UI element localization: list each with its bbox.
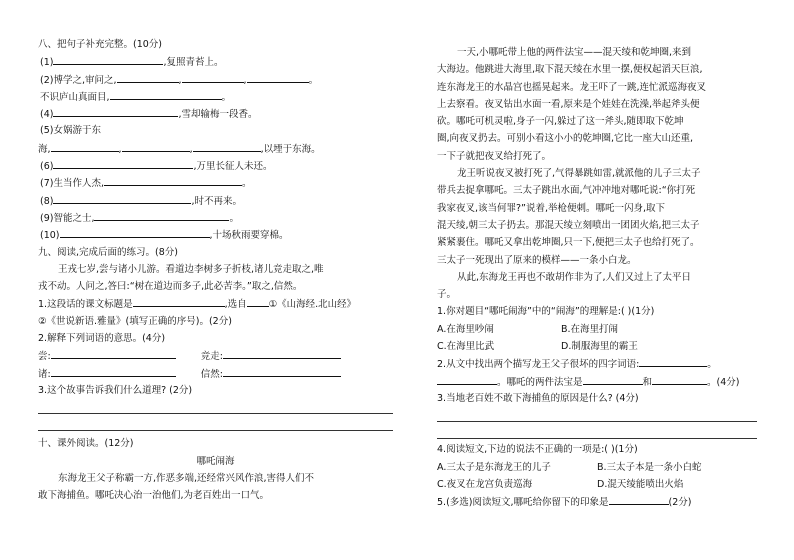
s9-q1-cont: ②《世说新语.雅量》(填写正确的序号)。(2分)	[38, 315, 232, 327]
s8-q2: (2)博学之,审问之, , , 。	[38, 71, 393, 88]
story-line: 混天绫,朝三太子扔去。那混天绫立刻喷出一团团火焰,把三太子	[437, 219, 700, 231]
answer-blank[interactable]	[247, 71, 309, 83]
s10-passage-line: 敢下海捕鱼。哪吒决心治一治他们,为老百姓出一口气。	[38, 490, 270, 502]
answer-blank[interactable]	[133, 295, 225, 307]
answer-line[interactable]	[38, 399, 393, 414]
story-line: 从此,东海龙王再也不敢胡作非为了,人们又过上了太平日	[457, 271, 692, 283]
answer-blank[interactable]	[53, 53, 163, 65]
answer-blank[interactable]	[437, 373, 497, 385]
option-c[interactable]: C.夜叉在龙宫负责巡海	[437, 478, 533, 490]
s9-q3: 3.这个故事告诉我们什么道理? (2分)	[38, 384, 193, 396]
r-q5: 5.(多选)阅读短文,哪吒给你留下的印象是 (2分)	[437, 493, 757, 510]
answer-blank[interactable]	[53, 157, 193, 169]
option-a[interactable]: A.在海里吵闹	[437, 323, 494, 335]
s8-q5-cont: 海, , , ,以堙于东海。	[38, 140, 393, 157]
story-line: 一下子就把夜叉给打死了。	[437, 150, 552, 162]
s9-q2-words-2: 诸: 信然:	[38, 365, 393, 382]
story-line: 连东海龙王的水晶宫也摇晃起来。龙王吓了一跳,连忙派巡海夜叉	[437, 81, 707, 93]
s8-q10: (10) ,十场秋雨要穿棉。	[38, 226, 393, 243]
s9-q2-words-1: 尝: 竞走:	[38, 347, 393, 364]
s9-q1: 1.这段话的课文标题是 ,选自 ①《山海经.北山经》	[38, 295, 393, 312]
story-line: 圈,向夜叉扔去。可别小看这小小的乾坤圈,它比一座大山还重,	[437, 133, 694, 145]
s8-q7: (7)生当作人杰, 。	[38, 174, 393, 191]
r-q4-options-1	[437, 459, 757, 476]
option-c[interactable]: C.在海里比武	[437, 341, 495, 353]
section-8-title: 八、把句子补充完整。(10分)	[38, 39, 163, 50]
story-line: 紧紧裹住。哪吒又拿出乾坤圈,只一下,便把三太子也给打死了。	[437, 237, 700, 249]
s8-q9: (9)智能之士, 。	[38, 209, 393, 226]
story-line: 龙王听说夜叉被打死了,气得暴跳如雷,就派他的儿子三太子	[457, 168, 701, 180]
answer-blank[interactable]	[193, 140, 261, 152]
answer-blank[interactable]	[639, 355, 707, 367]
answer-blank[interactable]	[104, 174, 242, 186]
answer-blank[interactable]	[223, 347, 341, 359]
answer-blank[interactable]	[51, 347, 176, 359]
story-line: 一天,小哪吒带上他的两件法宝——混天绫和乾坤圈,来到	[457, 47, 692, 58]
s8-q4: (4) ,雪却输梅一段香。	[38, 105, 393, 122]
story-line: 我家夜叉,该当何罪?”说着,举枪便刺。哪吒一闪身,取下	[437, 202, 666, 214]
answer-blank[interactable]	[51, 365, 176, 377]
answer-line[interactable]	[437, 407, 757, 422]
answer-blank[interactable]	[223, 365, 341, 377]
answer-blank[interactable]	[117, 71, 179, 83]
s8-q5: (5)女娲游于东	[40, 125, 101, 137]
story-line: 大海边。他跳进大海里,取下混天绫在水里一摆,便权起滔天巨浪,	[437, 64, 703, 76]
answer-blank[interactable]	[182, 71, 244, 83]
story-line: 子。	[437, 289, 457, 301]
r-q2: 2.从文中找出两个描写龙王父子很坏的四字词语: 。	[437, 355, 757, 372]
option-b[interactable]: B.在海里打闹	[561, 323, 619, 335]
answer-blank[interactable]	[609, 493, 669, 505]
answer-blank[interactable]	[53, 192, 191, 204]
r-q4-options-2	[437, 476, 757, 493]
answer-blank[interactable]	[53, 105, 178, 117]
r-q1-options-2	[437, 338, 757, 355]
r-q1-options-1	[437, 321, 757, 338]
right-column	[437, 44, 757, 510]
s9-q2: 2.解释下列词语的意思。(4分)	[38, 333, 166, 345]
section-10-title: 十、课外阅读。(12分)	[38, 438, 134, 450]
answer-blank[interactable]	[583, 373, 643, 385]
r-q2-cont: 。哪吒的两件法宝是 和 。(4分)	[437, 373, 757, 390]
story-line: 上去察看。夜叉钻出水面一看,原来是个娃娃在洗澡,举起斧头便	[437, 98, 700, 110]
answer-blank[interactable]	[122, 140, 190, 152]
s8-q3: 不识庐山真面目, 。	[38, 88, 393, 105]
story-title: 哪吒闹海	[196, 455, 235, 467]
r-q1: 1.你对题目“哪吒闹海”中的“闹海”的理解是:( )(1分)	[437, 306, 655, 318]
s8-q6: (6) ,万里长征人未还。	[38, 157, 393, 174]
answer-blank[interactable]	[652, 373, 707, 385]
answer-blank[interactable]	[51, 140, 119, 152]
story-line: 带兵去捉拿哪吒。三太子跳出水面,气冲冲地对哪吒说:“你打死	[437, 185, 696, 197]
option-b[interactable]: B.三太子本是一条小白蛇	[597, 461, 702, 473]
option-d[interactable]: D.制服海里的霸王	[561, 341, 638, 353]
r-q4: 4.阅读短文,下边的说法不正确的一项是:( )(1分)	[437, 444, 638, 456]
answer-blank[interactable]	[110, 88, 222, 100]
s9-passage-line: 王戎七岁,尝与诸小儿游。看道边李树多子折枝,诸儿竞走取之,唯	[58, 263, 324, 275]
left-column	[38, 36, 393, 504]
s8-q1: (1) ,复照青苔上。	[38, 53, 393, 70]
s8-q8: (8) ,时不再来。	[38, 192, 393, 209]
story-line: 三太子一死现出了原来的模样——一条小白龙。	[437, 254, 637, 266]
answer-blank[interactable]	[60, 226, 210, 238]
answer-line[interactable]	[437, 424, 757, 439]
answer-blank[interactable]	[247, 295, 269, 307]
story-line: 砍。哪吒可机灵啦,身子一闪,躲过了这一斧头,随即取下乾坤	[437, 116, 684, 128]
s10-passage-line: 东海龙王父子称霸一方,作恶多端,还经常兴风作浪,害得人们不	[58, 472, 315, 484]
option-d[interactable]: D.混天绫能喷出火焰	[597, 478, 684, 490]
option-a[interactable]: A.三太子是东海龙王的儿子	[437, 461, 551, 473]
answer-line[interactable]	[38, 416, 393, 431]
answer-blank[interactable]	[94, 209, 229, 221]
section-9-title: 九、阅读,完成后面的练习。(8分)	[38, 246, 178, 258]
s9-passage-line: 戎不动。人问之,答曰:“树在道边而多子,此必苦李。”取之,信然。	[38, 281, 303, 293]
r-q3: 3.当地老百姓不敢下海捕鱼的原因是什么? (4分)	[437, 392, 639, 404]
